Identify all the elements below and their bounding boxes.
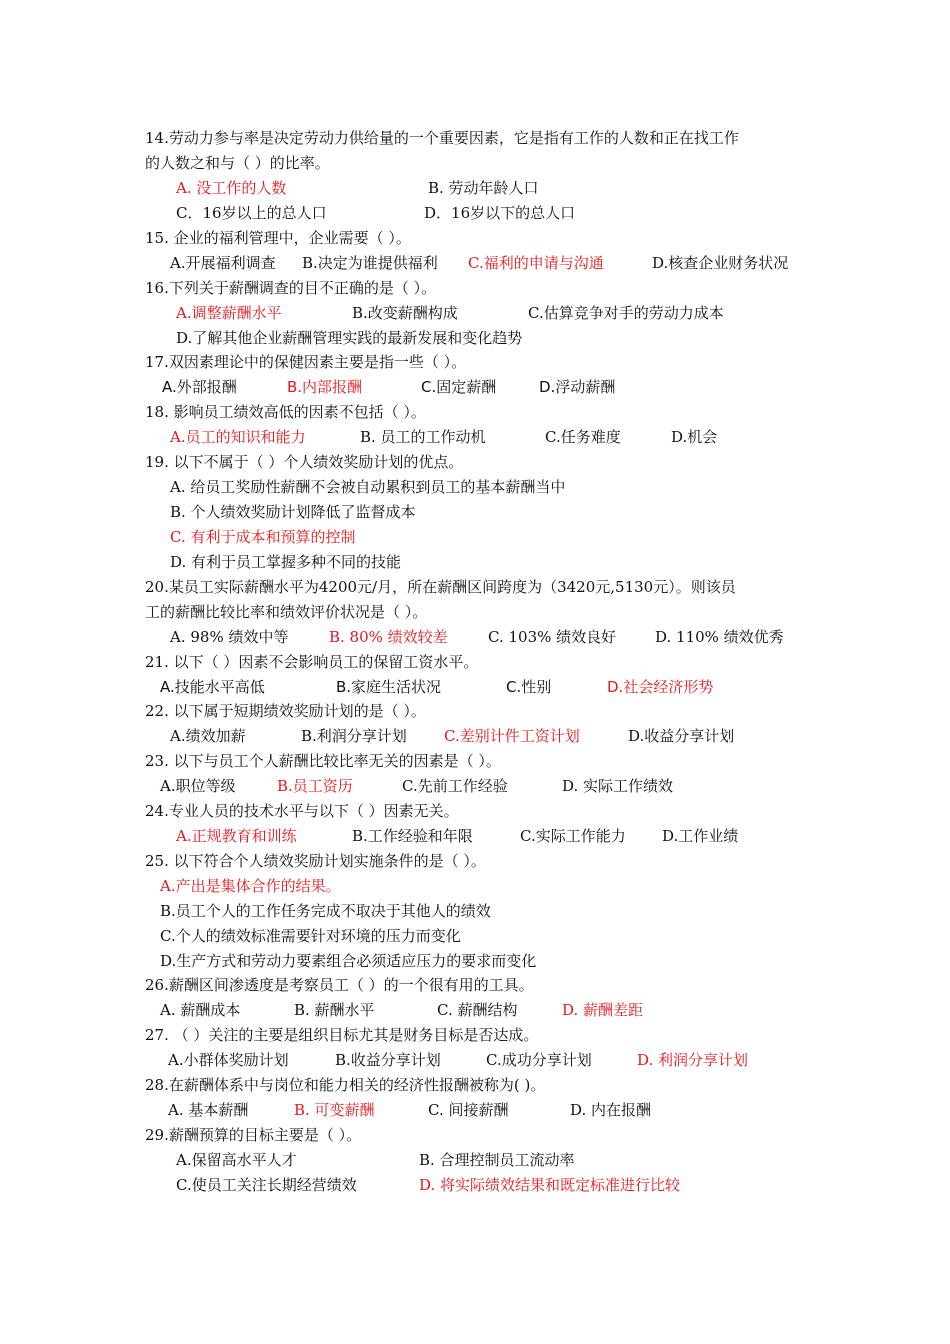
question-22-option-a: A.绩效加薪 [170,727,246,745]
question-14-stem-line-1: 14.劳动力参与率是决定劳动力供给量的一个重要因素，它是指有工作的人数和正在找工作 [145,129,739,147]
question-15-option-a: A.开展福利调查 [170,254,276,272]
question-23-option-b: B.员工资历 [277,777,353,795]
question-15-option-d: D.核查企业财务状况 [652,254,789,272]
question-18-stem: 18. 影响员工绩效高低的因素不包括（ ）。 [145,403,426,421]
question-29-option-b: B. 合理控制员工流动率 [419,1151,575,1169]
question-24-option-d: D.工作业绩 [662,827,739,845]
question-16-option-a: A.调整薪酬水平 [176,304,282,322]
question-27-option-c: C.成功分享计划 [486,1051,592,1069]
question-26-stem: 26.薪酬区间渗透度是考察员工（ ）的一个很有用的工具。 [145,976,534,994]
question-16-stem: 16.下列关于薪酬调查的目不正确的是（ ）。 [145,279,437,297]
question-18-option-a: A.员工的知识和能力 [170,428,306,446]
question-28-option-c: C. 间接薪酬 [428,1101,509,1119]
question-27-stem: 27. （ ）关注的主要是组织目标尤其是财务目标是否达成。 [145,1026,539,1044]
question-23-option-a: A.职位等级 [160,777,236,795]
question-20-option-a: A. 98% 绩效中等 [170,628,289,646]
question-28-option-a: A. 基本薪酬 [168,1101,249,1119]
question-18-option-c: C.任务难度 [545,428,621,446]
question-25-option-b: B.员工个人的工作任务完成不取决于其他人的绩效 [160,902,491,920]
question-16-option-d: D.了解其他企业薪酬管理实践的最新发展和变化趋势 [176,329,523,347]
question-21-option-b: B.家庭生活状况 [336,678,442,696]
question-24-option-b: B.工作经验和年限 [352,827,473,845]
question-28-option-d: D. 内在报酬 [570,1101,652,1119]
question-15-stem: 15. 企业的福利管理中，企业需要（ ）。 [145,229,411,247]
question-26-option-c: C. 薪酬结构 [437,1001,518,1019]
question-23-option-d: D. 实际工作绩效 [562,777,674,795]
question-27-option-b: B.收益分享计划 [335,1051,441,1069]
question-27-option-d: D. 利润分享计划 [637,1051,749,1069]
question-17-stem: 17.双因素理论中的保健因素主要是指一些（ ）。 [145,353,467,371]
question-29-option-a: A.保留高水平人才 [176,1151,297,1169]
question-25-option-c: C.个人的绩效标准需要针对环境的压力而变化 [160,927,461,945]
question-18-option-b: B. 员工的工作动机 [360,428,486,446]
question-22-option-d: D.收益分享计划 [628,727,735,745]
question-26-option-a: A. 薪酬成本 [160,1001,241,1019]
question-25-option-d: D.生产方式和劳动力要素组合必须适应压力的要求而变化 [160,952,537,970]
question-19-option-b: B. 个人绩效奖励计划降低了监督成本 [170,503,416,521]
question-17-option-b: B.内部报酬 [287,378,363,396]
question-19-option-a: A. 给员工奖励性薪酬不会被自动累积到员工的基本薪酬当中 [170,478,566,496]
question-18-option-d: D.机会 [671,428,718,446]
question-21-option-d: D.社会经济形势 [607,678,714,696]
question-29-stem: 29.薪酬预算的目标主要是（ ）。 [145,1126,362,1144]
question-28-stem: 28.在薪酬体系中与岗位和能力相关的经济性报酬被称为( )。 [145,1076,546,1094]
question-20-option-c: C. 103% 绩效良好 [488,628,617,646]
question-23-option-c: C.先前工作经验 [402,777,508,795]
question-20-stem-line-2: 工的薪酬比较比率和绩效评价状况是（ ）。 [145,603,428,621]
question-17-option-c: C.固定薪酬 [421,378,497,396]
question-22-option-c: C.差别计件工资计划 [444,727,580,745]
question-16-option-c: C.估算竞争对手的劳动力成本 [528,304,724,322]
question-25-option-a: A.产出是集体合作的结果。 [160,877,341,895]
question-14-stem-line-2: 的人数之和与（ ）的比率。 [145,154,330,172]
question-17-option-d: D.浮动薪酬 [539,378,616,396]
question-19-option-c: C. 有利于成本和预算的控制 [170,528,356,546]
question-29-option-c: C.使员工关注长期经营绩效 [176,1176,357,1194]
question-16-option-b: B.改变薪酬构成 [352,304,458,322]
question-14-option-d: D．16岁以下的总人口 [424,204,576,222]
question-19-option-d: D. 有利于员工掌握多种不同的技能 [170,553,402,571]
question-22-option-b: B.利润分享计划 [301,727,407,745]
question-21-option-a: A.技能水平高低 [160,678,265,696]
question-23-stem: 23. 以下与员工个人薪酬比较比率无关的因素是（ ）。 [145,752,501,770]
question-14-option-c: C．16岁以上的总人口 [176,204,327,222]
question-26-option-d: D. 薪酬差距 [562,1001,644,1019]
question-21-option-c: C.性别 [506,678,552,696]
question-21-stem: 21. 以下（ ）因素不会影响员工的保留工资水平。 [145,653,479,671]
question-25-stem: 25. 以下符合个人绩效奖励计划实施条件的是（ ）。 [145,852,486,870]
question-20-option-d: D. 110% 绩效优秀 [655,628,784,646]
question-24-option-a: A.正规教育和训练 [176,827,297,845]
question-26-option-b: B. 薪酬水平 [294,1001,375,1019]
question-20-option-b: B. 80% 绩效较差 [329,628,448,646]
question-15-option-c: C.福利的申请与沟通 [468,254,604,272]
question-15-option-b: B.决定为谁提供福利 [302,254,438,272]
question-20-stem-line-1: 20.某员工实际薪酬水平为4200元/月，所在薪酬区间跨度为（3420元,5130元）。则该员 [145,578,736,596]
question-24-stem: 24.专业人员的技术水平与以下（ ）因素无关。 [145,802,459,820]
question-19-stem: 19. 以下不属于（ ）个人绩效奖励计划的优点。 [145,453,464,471]
question-17-option-a: A.外部报酬 [162,378,237,396]
question-14-option-b: B. 劳动年龄人口 [428,179,539,197]
question-28-option-b: B. 可变薪酬 [294,1101,375,1119]
question-27-option-a: A.小群体奖励计划 [168,1051,289,1069]
question-29-option-d: D. 将实际绩效结果和既定标准进行比较 [419,1176,681,1194]
question-14-option-a: A. 没工作的人数 [176,179,287,197]
question-24-option-c: C.实际工作能力 [520,827,626,845]
question-22-stem: 22. 以下属于短期绩效奖励计划的是（ ）。 [145,702,426,720]
